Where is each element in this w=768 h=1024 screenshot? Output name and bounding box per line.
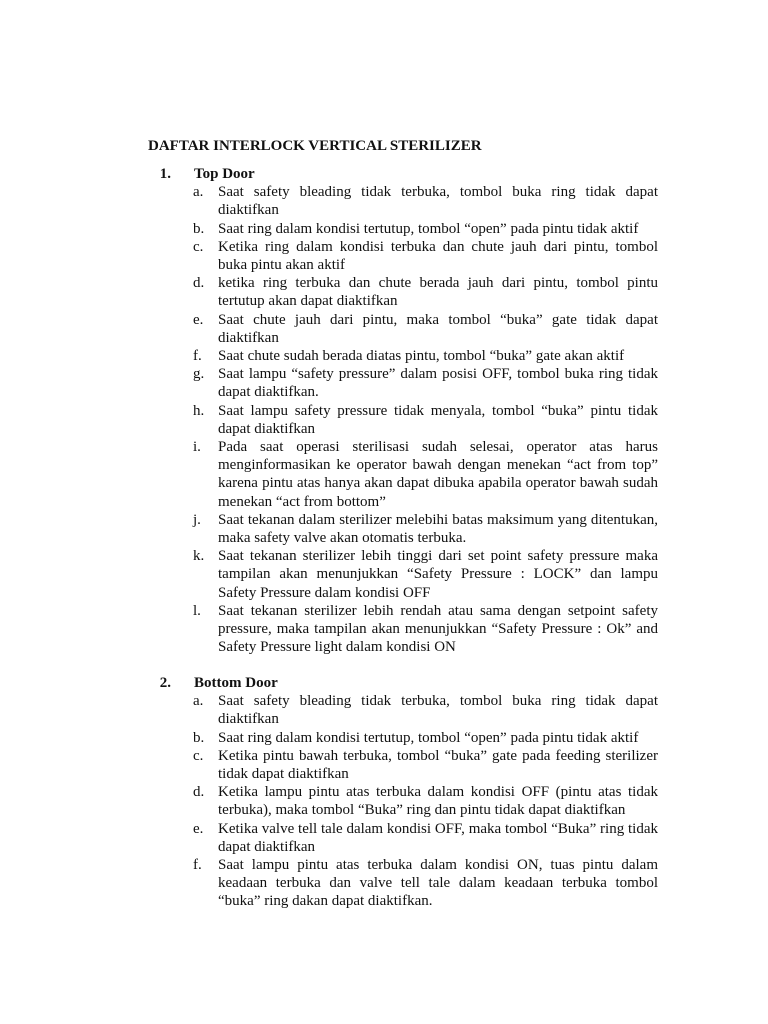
section-bottom-door xyxy=(148,674,658,911)
item-text: ketika ring terbuka dan chute berada jauh dari pintu, tombol pintu tertutup akan dapat diaktifkan xyxy=(218,275,658,310)
item-letter: d. xyxy=(193,275,205,292)
item-letter: d. xyxy=(193,784,205,801)
item-letter: c. xyxy=(193,238,204,255)
item-text: Saat tekanan sterilizer lebih rendah atau sama dengan setpoint safety pressure, maka tampilan akan menunjukkan “Safety Pressure : Ok” and Safety Pressure light dalam kondisi ON xyxy=(218,602,658,656)
item-text: Saat ring dalam kondisi tertutup, tombol “open” pada pintu tidak aktif xyxy=(218,729,639,746)
item-text: Pada saat operasi sterilisasi sudah selesai, operator atas harus menginformasikan ke operator bawah dengan menekan “act from top” karena pintu atas hanya akan dapat dibuka apabila operator bawah sudah menekan “act from bottom” xyxy=(218,439,658,510)
item-list xyxy=(148,692,658,910)
list-item xyxy=(148,274,658,310)
item-text: Ketika pintu bawah terbuka, tombol “buka” gate pada feeding sterilizer tidak dapat diaktifkan xyxy=(218,747,658,783)
item-letter: g. xyxy=(193,366,205,383)
section-title: Top Door xyxy=(194,166,255,182)
item-letter: c. xyxy=(193,747,204,764)
item-letter: f. xyxy=(193,348,202,365)
list-item xyxy=(148,692,658,728)
list-item xyxy=(148,729,658,747)
document-title: DAFTAR INTERLOCK VERTICAL STERILIZER xyxy=(148,138,482,154)
list-item xyxy=(148,547,658,602)
list-item xyxy=(148,511,658,547)
item-letter: h. xyxy=(193,402,205,419)
item-text: Saat lampu pintu atas terbuka dalam kondisi ON, tuas pintu dalam keadaan terbuka dan valve tell tale dalam keadaan terbuka tombol “buka” ring dakan dapat diaktifkan. xyxy=(218,857,658,910)
list-item xyxy=(148,220,658,238)
item-letter: b. xyxy=(193,220,205,237)
list-item xyxy=(148,438,658,511)
item-text: Saat tekanan sterilizer lebih tinggi dari set point safety pressure maka tampilan akan menunjukkan “Safety Pressure : LOCK” dan lampu Safety Pressure dalam kondisi OFF xyxy=(218,548,658,601)
list-item xyxy=(148,602,658,657)
item-letter: e. xyxy=(193,820,204,837)
item-text: Saat lampu “safety pressure” dalam posisi OFF, tombol buka ring tidak dapat diaktifkan. xyxy=(218,366,658,401)
list-item xyxy=(148,183,658,219)
item-letter: a. xyxy=(193,693,204,710)
list-item xyxy=(148,238,658,274)
item-text: Saat ring dalam kondisi tertutup, tombol “open” pada pintu tidak aktif xyxy=(218,220,639,237)
list-item xyxy=(148,347,658,365)
list-item xyxy=(148,856,658,911)
item-text: Saat safety bleading tidak terbuka, tombol buka ring tidak dapat diaktifkan xyxy=(218,693,658,728)
item-text: Saat chute sudah berada diatas pintu, tombol “buka” gate akan aktif xyxy=(218,348,625,365)
item-letter: l. xyxy=(193,602,201,619)
section-heading xyxy=(148,674,658,692)
item-text: Ketika ring dalam kondisi terbuka dan chute jauh dari pintu, tombol buka pintu akan aktif xyxy=(218,238,658,274)
list-item xyxy=(148,820,658,856)
section-title: Bottom Door xyxy=(194,675,278,691)
item-letter: f. xyxy=(193,857,202,874)
section-top-door xyxy=(148,165,658,656)
item-list xyxy=(148,183,658,656)
item-letter: i. xyxy=(193,439,201,456)
item-text: Saat tekanan dalam sterilizer melebihi batas maksimum yang ditentukan, maka safety valve akan otomatis terbuka. xyxy=(218,511,658,547)
list-item xyxy=(148,365,658,401)
item-letter: e. xyxy=(193,311,204,328)
list-item xyxy=(148,783,658,819)
item-letter: j. xyxy=(193,511,201,528)
list-item xyxy=(148,311,658,347)
list-item xyxy=(148,747,658,783)
item-text: Saat lampu safety pressure tidak menyala, tombol “buka” pintu tidak dapat diaktifkan xyxy=(218,402,658,437)
item-text: Saat chute jauh dari pintu, maka tombol “buka” gate tidak dapat diaktifkan xyxy=(218,311,658,346)
item-letter: b. xyxy=(193,729,205,746)
item-text: Saat safety bleading tidak terbuka, tombol buka ring tidak dapat diaktifkan xyxy=(218,184,658,219)
item-text: Ketika lampu pintu atas terbuka dalam kondisi OFF (pintu atas tidak terbuka), maka tombol “Buka” ring dan pintu tidak dapat diaktifkan xyxy=(218,784,658,819)
item-text: Ketika valve tell tale dalam kondisi OFF, maka tombol “Buka” ring tidak dapat diaktifkan xyxy=(218,820,658,855)
section-number: 2. xyxy=(159,675,171,691)
section-heading xyxy=(148,165,658,183)
list-item xyxy=(148,402,658,438)
item-letter: k. xyxy=(193,548,205,565)
item-letter: a. xyxy=(193,184,204,201)
section-number: 1. xyxy=(159,166,171,182)
